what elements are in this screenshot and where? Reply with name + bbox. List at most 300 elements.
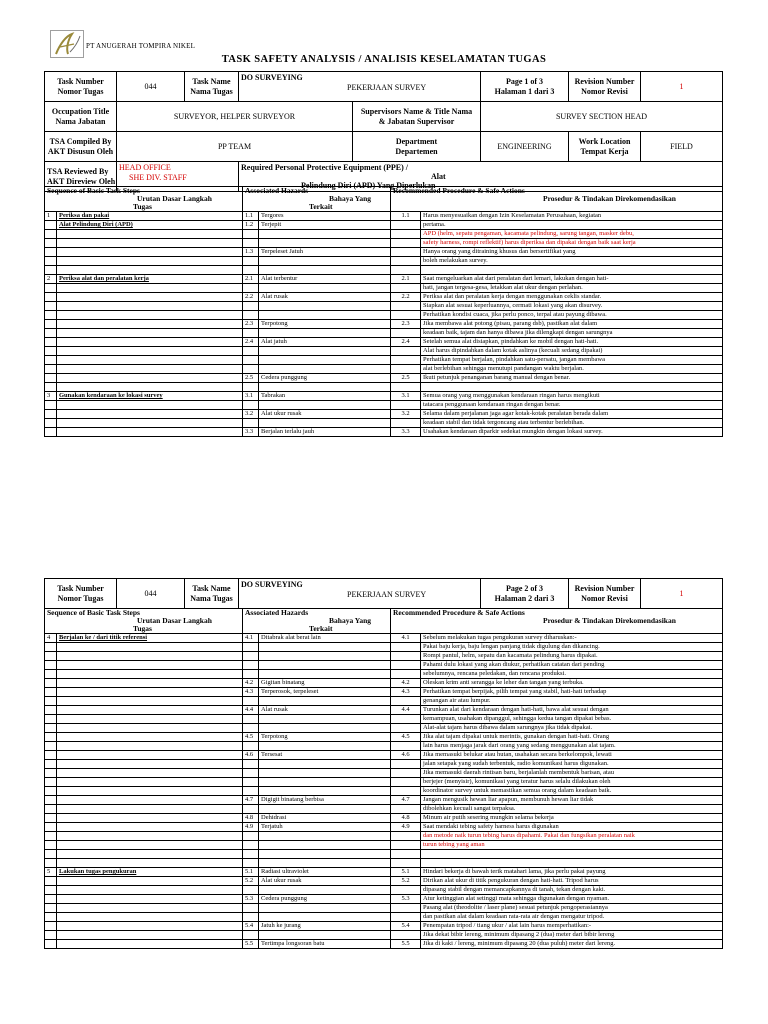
hazard-number [243,302,259,311]
hazard-text [259,859,391,868]
step-number [45,850,57,859]
supervisor-label: Supervisors Name & Title Nama & Jabatan Supervisor [353,102,481,132]
table-row [45,347,723,356]
table-row [45,805,723,814]
procedure-number [391,886,421,895]
procedure-number [391,365,421,374]
reviewed-label: TSA Reviewed By AKT Direview Oleh [45,162,117,192]
step-number [45,401,57,410]
step-number [45,266,57,275]
step-text [57,643,243,652]
procedure-text: alat berlebihan sehingga menutupi pandangan waktu berjalan. [421,365,723,374]
procedure-number: 4.5 [391,733,421,742]
hazard-number [243,769,259,778]
hazard-text: Alat ukur rusak [259,877,391,886]
procedure-number [391,239,421,248]
procedure-number: 4.4 [391,706,421,715]
step-text [57,329,243,338]
step-number [45,769,57,778]
step-number [45,877,57,886]
procedure-number [391,724,421,733]
step-text [57,814,243,823]
table-row [45,356,723,365]
table-row [45,931,723,940]
step-text [57,356,243,365]
hazard-number [243,284,259,293]
table-row [45,670,723,679]
table-row [45,940,723,949]
revision-value: 1 [641,579,723,609]
procedure-text: Jangan mengusik hewan liar apapun, membunuh hewan liar tidak [421,796,723,805]
hazard-number: 1.1 [243,212,259,221]
table-row [45,320,723,329]
step-number [45,338,57,347]
table-row [45,823,723,832]
step-number [45,347,57,356]
step-text [57,832,243,841]
task-number-label: Task Number Nomor Tugas [45,72,117,102]
step-text [57,841,243,850]
procedure-text: Atur ketinggian alat setinggi mata sehingga digunakan dengan nyaman. [421,895,723,904]
procedure-number: 5.3 [391,895,421,904]
procedure-text: kemampuan, usahakan dipanggul, sehingga kedua tangan dipakai bebas. [421,715,723,724]
step-number: 4 [45,634,57,643]
step-number [45,733,57,742]
step-number [45,419,57,428]
table-row [45,275,723,284]
procedure-text: genangan air atau lumpur. [421,697,723,706]
procedure-number: 5.5 [391,940,421,949]
procedure-text: Alat-alat tajam harus dibawa dalam sarungnya jika tidak dipakai. [421,724,723,733]
hazard-text [259,347,391,356]
procedure-number [391,931,421,940]
procedure-text: Minum air putih sesering mungkin selama bekerja [421,814,723,823]
revision-value: 1 [641,72,723,102]
procedure-number [391,769,421,778]
step-number [45,904,57,913]
procedure-text: koordinator survey untuk memastikan semua orang dalam keadaan baik. [421,787,723,796]
step-text: Gunakan kendaraan ke lokasi survey [57,392,243,401]
hazard-number [243,643,259,652]
hazard-text: Alat rusak [259,706,391,715]
step-text [57,751,243,760]
hazard-number [243,832,259,841]
step-text [57,904,243,913]
step-number: 2 [45,275,57,284]
hazard-text: Tabrakan [259,392,391,401]
hazard-text [259,787,391,796]
task-name-label: Task Name Nama Tugas [185,72,239,102]
hazard-text: Dehidrasi [259,814,391,823]
hazard-text [259,904,391,913]
procedure-text: Jika di kaki / lereng, minimum dipasang 20 (dua puluh) meter dari lereng. [421,940,723,949]
procedure-header: Recommended Procedure & Safe Actions Prosedur & Tindakan Direkomendasikan [391,609,723,634]
hazard-text: Tergores [259,212,391,221]
procedure-text: dan metode naik turun tebing harus dipahami. Pakai dan fungsikan peralatan naik [421,832,723,841]
table-row [45,868,723,877]
procedure-number [391,760,421,769]
procedure-number [391,329,421,338]
procedure-text: boleh melakukan survey. [421,257,723,266]
table-row [45,383,723,392]
hazard-number [243,760,259,769]
step-number [45,931,57,940]
table-row [45,392,723,401]
step-number [45,356,57,365]
department-value: ENGINEERING [481,132,569,162]
step-text [57,302,243,311]
hazard-number [243,841,259,850]
hazard-text [259,832,391,841]
step-text [57,895,243,904]
procedure-text: Perhatikan tempat berpijak, pilih tempat yang stabil, hati-hati terhadap [421,688,723,697]
step-text [57,239,243,248]
hazard-text [259,778,391,787]
step-text [57,257,243,266]
step-number [45,913,57,922]
hazard-text: Terpotong [259,320,391,329]
step-text [57,715,243,724]
step-number [45,661,57,670]
procedure-number [391,230,421,239]
procedure-text: Jika membawa alat potong (pisau, parang dsb), pastikan alat dalam [421,320,723,329]
hazard-number [243,383,259,392]
procedure-number [391,778,421,787]
step-text [57,760,243,769]
table-row [45,302,723,311]
hazard-number: 1.2 [243,221,259,230]
procedure-number: 4.6 [391,751,421,760]
hazard-text: Cedera punggung [259,895,391,904]
hazard-text: Jatuh ke jurang [259,922,391,931]
supervisor-value: SURVEY SECTION HEAD [481,102,723,132]
hazard-text [259,841,391,850]
hazard-text [259,401,391,410]
procedure-number [391,652,421,661]
table-row [45,697,723,706]
procedure-text [421,266,723,275]
step-text [57,859,243,868]
step-number [45,742,57,751]
step-number [45,230,57,239]
task-name-label: Task Name Nama Tugas [185,579,239,609]
table-row [45,419,723,428]
step-text [57,410,243,419]
hazard-number [243,715,259,724]
step-text [57,724,243,733]
step-number [45,796,57,805]
task-number-value: 044 [117,72,185,102]
procedure-number [391,311,421,320]
seq-header: Sequence of Basic Task Steps Urutan Dasar Langkah Tugas [45,187,243,212]
hazard-number: 2.3 [243,320,259,329]
table-row [45,239,723,248]
table-row [45,634,723,643]
procedure-number [391,257,421,266]
table-row [45,832,723,841]
table-row [45,814,723,823]
hazard-number [243,365,259,374]
hazard-number: 4.2 [243,679,259,688]
table-row [45,212,723,221]
hazard-number [243,859,259,868]
step-number [45,428,57,437]
table-row [45,733,723,742]
ppe-label: Required Personal Protective Equipment (PPE) / Alat Pelindung Diri (APD) Yang Diperlukan [239,162,723,192]
hazard-text [259,850,391,859]
step-text: Periksa alat dan peralatan kerja [57,275,243,284]
step-number [45,248,57,257]
procedure-text: Selama dalam perjalanan jaga agar kotak-kotak peralatan berada dalam [421,410,723,419]
step-number [45,787,57,796]
procedure-text: dibolehkan kecuali sangat terpaksa. [421,805,723,814]
procedure-text [421,383,723,392]
step-number [45,940,57,949]
table-row [45,329,723,338]
work-location-label: Work Location Tempat Kerja [569,132,641,162]
step-text [57,284,243,293]
step-number [45,859,57,868]
step-text [57,419,243,428]
procedure-number [391,643,421,652]
step-number [45,374,57,383]
step-text [57,320,243,329]
procedure-text: Ikuti petunjuk penanganan barang manual dengan benar. [421,374,723,383]
hazard-number [243,850,259,859]
procedure-text: berjejer (menyisir), komunikasi yang teratur harus selalu dilakukan oleh [421,778,723,787]
hazard-number: 4.6 [243,751,259,760]
step-text [57,913,243,922]
step-text [57,338,243,347]
hazard-text [259,697,391,706]
hazard-number: 3.1 [243,392,259,401]
compiled-value: PP TEAM [117,132,353,162]
work-location-value: FIELD [641,132,723,162]
procedure-number [391,401,421,410]
step-number [45,697,57,706]
procedure-text: tatacara penggunaan kendaraan ringan dengan benar. [421,401,723,410]
hazard-text [259,383,391,392]
step-number [45,293,57,302]
hazard-number [243,931,259,940]
company-name: PT ANUGERAH TOMPIRA NIKEL [86,42,196,50]
step-text [57,796,243,805]
step-number [45,383,57,392]
procedure-number: 1.1 [391,212,421,221]
step-number [45,751,57,760]
hazard-number: 3.2 [243,410,259,419]
procedure-text: Jika dekat bibir lereng, minimum dipasang 2 (dua) meter dari bibir lereng [421,931,723,940]
hazard-number: 5.2 [243,877,259,886]
procedure-text: Hindari bekerja di bawah terik matahari lama, jika perlu pakai payung [421,868,723,877]
step-text: Periksa dan pakai [57,212,243,221]
hazard-number: 4.7 [243,796,259,805]
procedure-number [391,356,421,365]
procedure-number: 3.1 [391,392,421,401]
table-row [45,877,723,886]
table-row [45,230,723,239]
hazard-number [243,311,259,320]
table-row [45,266,723,275]
step-text [57,922,243,931]
procedure-number [391,787,421,796]
hazard-text: Berjalan terlalu jauh [259,428,391,437]
table-row [45,760,723,769]
step-number [45,760,57,769]
table-row [45,796,723,805]
table-row [45,922,723,931]
table-row [45,724,723,733]
hazard-number: 2.1 [243,275,259,284]
step-text [57,679,243,688]
step-text [57,742,243,751]
hazard-text: Terjatuh [259,823,391,832]
hazard-number: 4.9 [243,823,259,832]
procedure-number: 4.8 [391,814,421,823]
procedure-number: 4.7 [391,796,421,805]
procedure-text: Oleskan krim anti serangga ke leher dan tangan yang terbuka. [421,679,723,688]
procedure-number [391,832,421,841]
procedure-text: Sebelum melakukan tugas pengukuran survey diharuskan:- [421,634,723,643]
procedure-text: Penempatan tripod / tiang ukur / alat lain harus memperhatikan:- [421,922,723,931]
hazard-number [243,805,259,814]
procedure-text: Usahakan kendaraan diparkir sedekat mungkin dengan lokasi survey. [421,428,723,437]
procedure-text: Semua orang yang menggunakan kendaraan ringan harus mengikuti [421,392,723,401]
procedure-number [391,302,421,311]
procedure-number [391,266,421,275]
procedure-number [391,904,421,913]
hazard-number [243,257,259,266]
hazard-text [259,643,391,652]
procedure-text: sebelumnya, rencana peledakan, dan rencana produksi. [421,670,723,679]
table-row [45,311,723,320]
table-row [45,895,723,904]
step-number [45,688,57,697]
step-number: 5 [45,868,57,877]
step-number: 3 [45,392,57,401]
hazard-text [259,239,391,248]
procedure-text: Dirikan alat ukur di titik pengukuran dengan hati-hati. Tripod harus [421,877,723,886]
hazard-number [243,670,259,679]
task-name-value: DO SURVEYING PEKERJAAN SURVEY [239,72,481,102]
table-row [45,401,723,410]
hazard-number [243,886,259,895]
table-row [45,913,723,922]
step-number [45,895,57,904]
page2-task-table [44,608,723,949]
page1-header-form [44,71,723,192]
document-title: TASK SAFETY ANALYSIS / ANALISIS KESELAMATAN TUGAS [221,54,547,65]
step-number [45,679,57,688]
occupation-label: Occupation Title Nama Jabatan [45,102,117,132]
step-text [57,230,243,239]
hazard-text [259,931,391,940]
table-row [45,769,723,778]
procedure-text: pertama. [421,221,723,230]
procedure-text: dan pastikan alat dalam keadaan rata-rata air dengan mengatur tripod. [421,913,723,922]
step-text [57,383,243,392]
hazard-text: Cedera punggung [259,374,391,383]
step-text [57,697,243,706]
table-row [45,706,723,715]
procedure-text: Hanya orang yang ditraining khusus dan bersertifikat yang [421,248,723,257]
procedure-text: lain harus menjaga jarak dari orang yang sedang menggunakan alat tajam. [421,742,723,751]
hazard-number [243,661,259,670]
compiled-label: TSA Compiled By AKT Disusun Oleh [45,132,117,162]
procedure-number [391,419,421,428]
hazard-number [243,419,259,428]
procedure-text: Pakai baju kerja, baju lengan panjang tidak digulung dan dikancing. [421,643,723,652]
hazard-number [243,329,259,338]
table-row [45,257,723,266]
step-number [45,715,57,724]
step-number [45,922,57,931]
step-text [57,347,243,356]
hazard-number [243,266,259,275]
step-text [57,787,243,796]
hazard-text [259,760,391,769]
hazard-text: Gigitan binatang [259,679,391,688]
procedure-number [391,670,421,679]
procedure-number [391,284,421,293]
hazard-number: 5.5 [243,940,259,949]
hazard-text [259,652,391,661]
table-row [45,688,723,697]
hazard-text: Alat terbentur [259,275,391,284]
hazards-header: Associated Hazards Bahaya Yang Terkait [243,187,391,212]
step-number [45,329,57,338]
hazard-number: 4.8 [243,814,259,823]
hazard-text [259,311,391,320]
step-text [57,688,243,697]
hazard-number [243,913,259,922]
step-text [57,401,243,410]
hazard-text [259,365,391,374]
hazard-text [259,715,391,724]
hazard-text: Terpotong [259,733,391,742]
step-text [57,670,243,679]
hazard-number: 4.1 [243,634,259,643]
table-row [45,715,723,724]
step-text [57,886,243,895]
step-text [57,652,243,661]
hazard-text: Alat rusak [259,293,391,302]
hazard-number [243,401,259,410]
table-row [45,679,723,688]
procedure-text: Perhatikan tempat berjalan, pindahkan satu-persatu, jangan membawa [421,356,723,365]
procedure-number: 4.1 [391,634,421,643]
hazard-text [259,419,391,428]
step-number [45,823,57,832]
step-text [57,661,243,670]
procedure-number [391,383,421,392]
hazard-number: 2.2 [243,293,259,302]
procedure-number [391,850,421,859]
procedure-text: Jika memasuki daerah rintisan baru, berjalanlah membentuk barisan, atau [421,769,723,778]
page1-task-table [44,186,723,437]
procedure-number [391,715,421,724]
table-row [45,284,723,293]
seq-header: Sequence of Basic Task Steps Urutan Dasar Langkah Tugas [45,609,243,634]
procedure-text [421,850,723,859]
task-number-value: 044 [117,579,185,609]
hazard-text: Ditabrak alat berat lain [259,634,391,643]
table-row [45,410,723,419]
step-number [45,670,57,679]
step-number [45,221,57,230]
procedure-number: 5.2 [391,877,421,886]
table-row [45,365,723,374]
